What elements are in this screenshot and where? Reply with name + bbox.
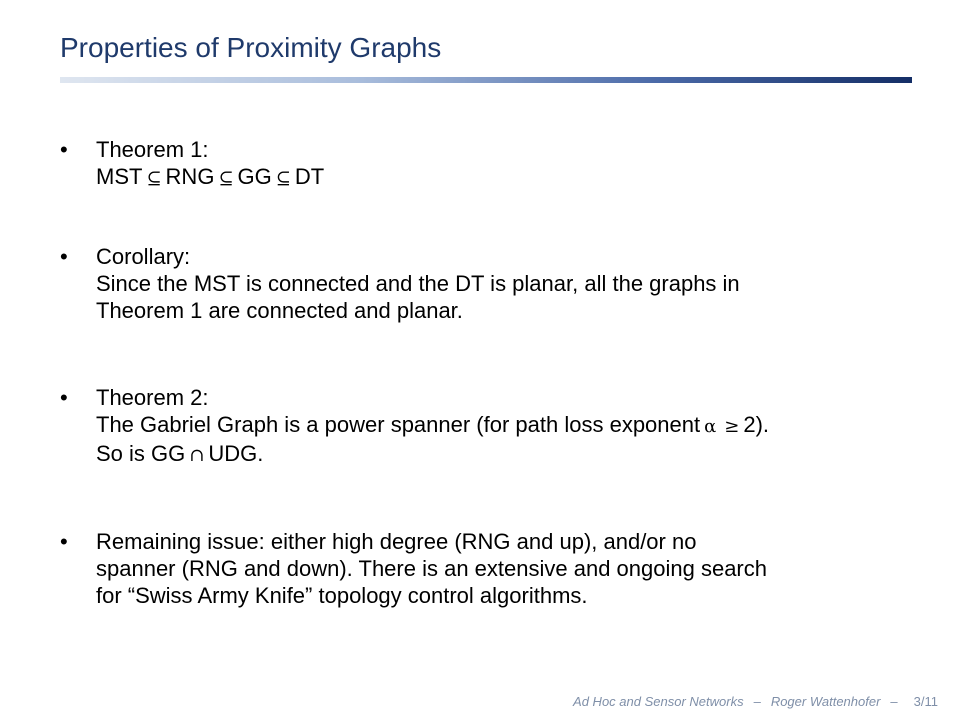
intersection-symbol: ∩ xyxy=(189,445,205,466)
footer-author: Roger Wattenhofer xyxy=(770,694,881,709)
subset-symbol: ⊆ xyxy=(275,168,291,189)
subset-symbol: ⊆ xyxy=(146,168,162,189)
bullet-line: for “Swiss Army Knife” topology control algorithms. xyxy=(96,583,588,608)
bullet-line: Remaining issue: either high degree (RNG and up), and/or no xyxy=(96,529,697,554)
bullet-line: Theorem 1 are connected and planar. xyxy=(96,298,463,323)
subset-symbol: ⊆ xyxy=(218,168,234,189)
bullet-marker: • xyxy=(60,385,68,410)
bullet-line: spanner (RNG and down). There is an extensive and ongoing search xyxy=(96,556,767,581)
bullet-marker: • xyxy=(60,529,68,554)
line-text: UDG. xyxy=(208,441,264,466)
slide-footer xyxy=(573,694,938,709)
bullet-label: Theorem 1: xyxy=(96,137,209,162)
bullet-marker: • xyxy=(60,137,68,162)
term-mst: MST xyxy=(96,164,143,189)
subset-chain xyxy=(96,163,936,192)
footer-course: Ad Hoc and Sensor Networks xyxy=(573,694,744,709)
footer-separator: – xyxy=(753,694,761,709)
line-text: 2). xyxy=(743,412,770,437)
bullet-line xyxy=(96,411,936,440)
footer-separator: – xyxy=(890,694,898,709)
bullet-label: Corollary: xyxy=(96,244,191,269)
bullet-label: Theorem 2: xyxy=(96,385,209,410)
term-dt: DT xyxy=(294,164,325,189)
bullet-marker: • xyxy=(60,244,68,269)
bullet-line xyxy=(96,440,936,469)
page-number: 3/11 xyxy=(913,694,938,709)
line-text: The Gabriel Graph is a power spanner (for path loss exponent xyxy=(96,412,701,437)
term-rng: RNG xyxy=(165,164,215,189)
line-text: So is GG xyxy=(96,441,186,466)
slide-title: Properties of Proximity Graphs xyxy=(60,32,442,63)
geq-symbol: ≥ xyxy=(724,416,740,437)
alpha-symbol: α xyxy=(704,416,717,437)
bullet-line: Since the MST is connected and the DT is planar, all the graphs in xyxy=(96,271,740,296)
term-gg: GG xyxy=(237,164,272,189)
